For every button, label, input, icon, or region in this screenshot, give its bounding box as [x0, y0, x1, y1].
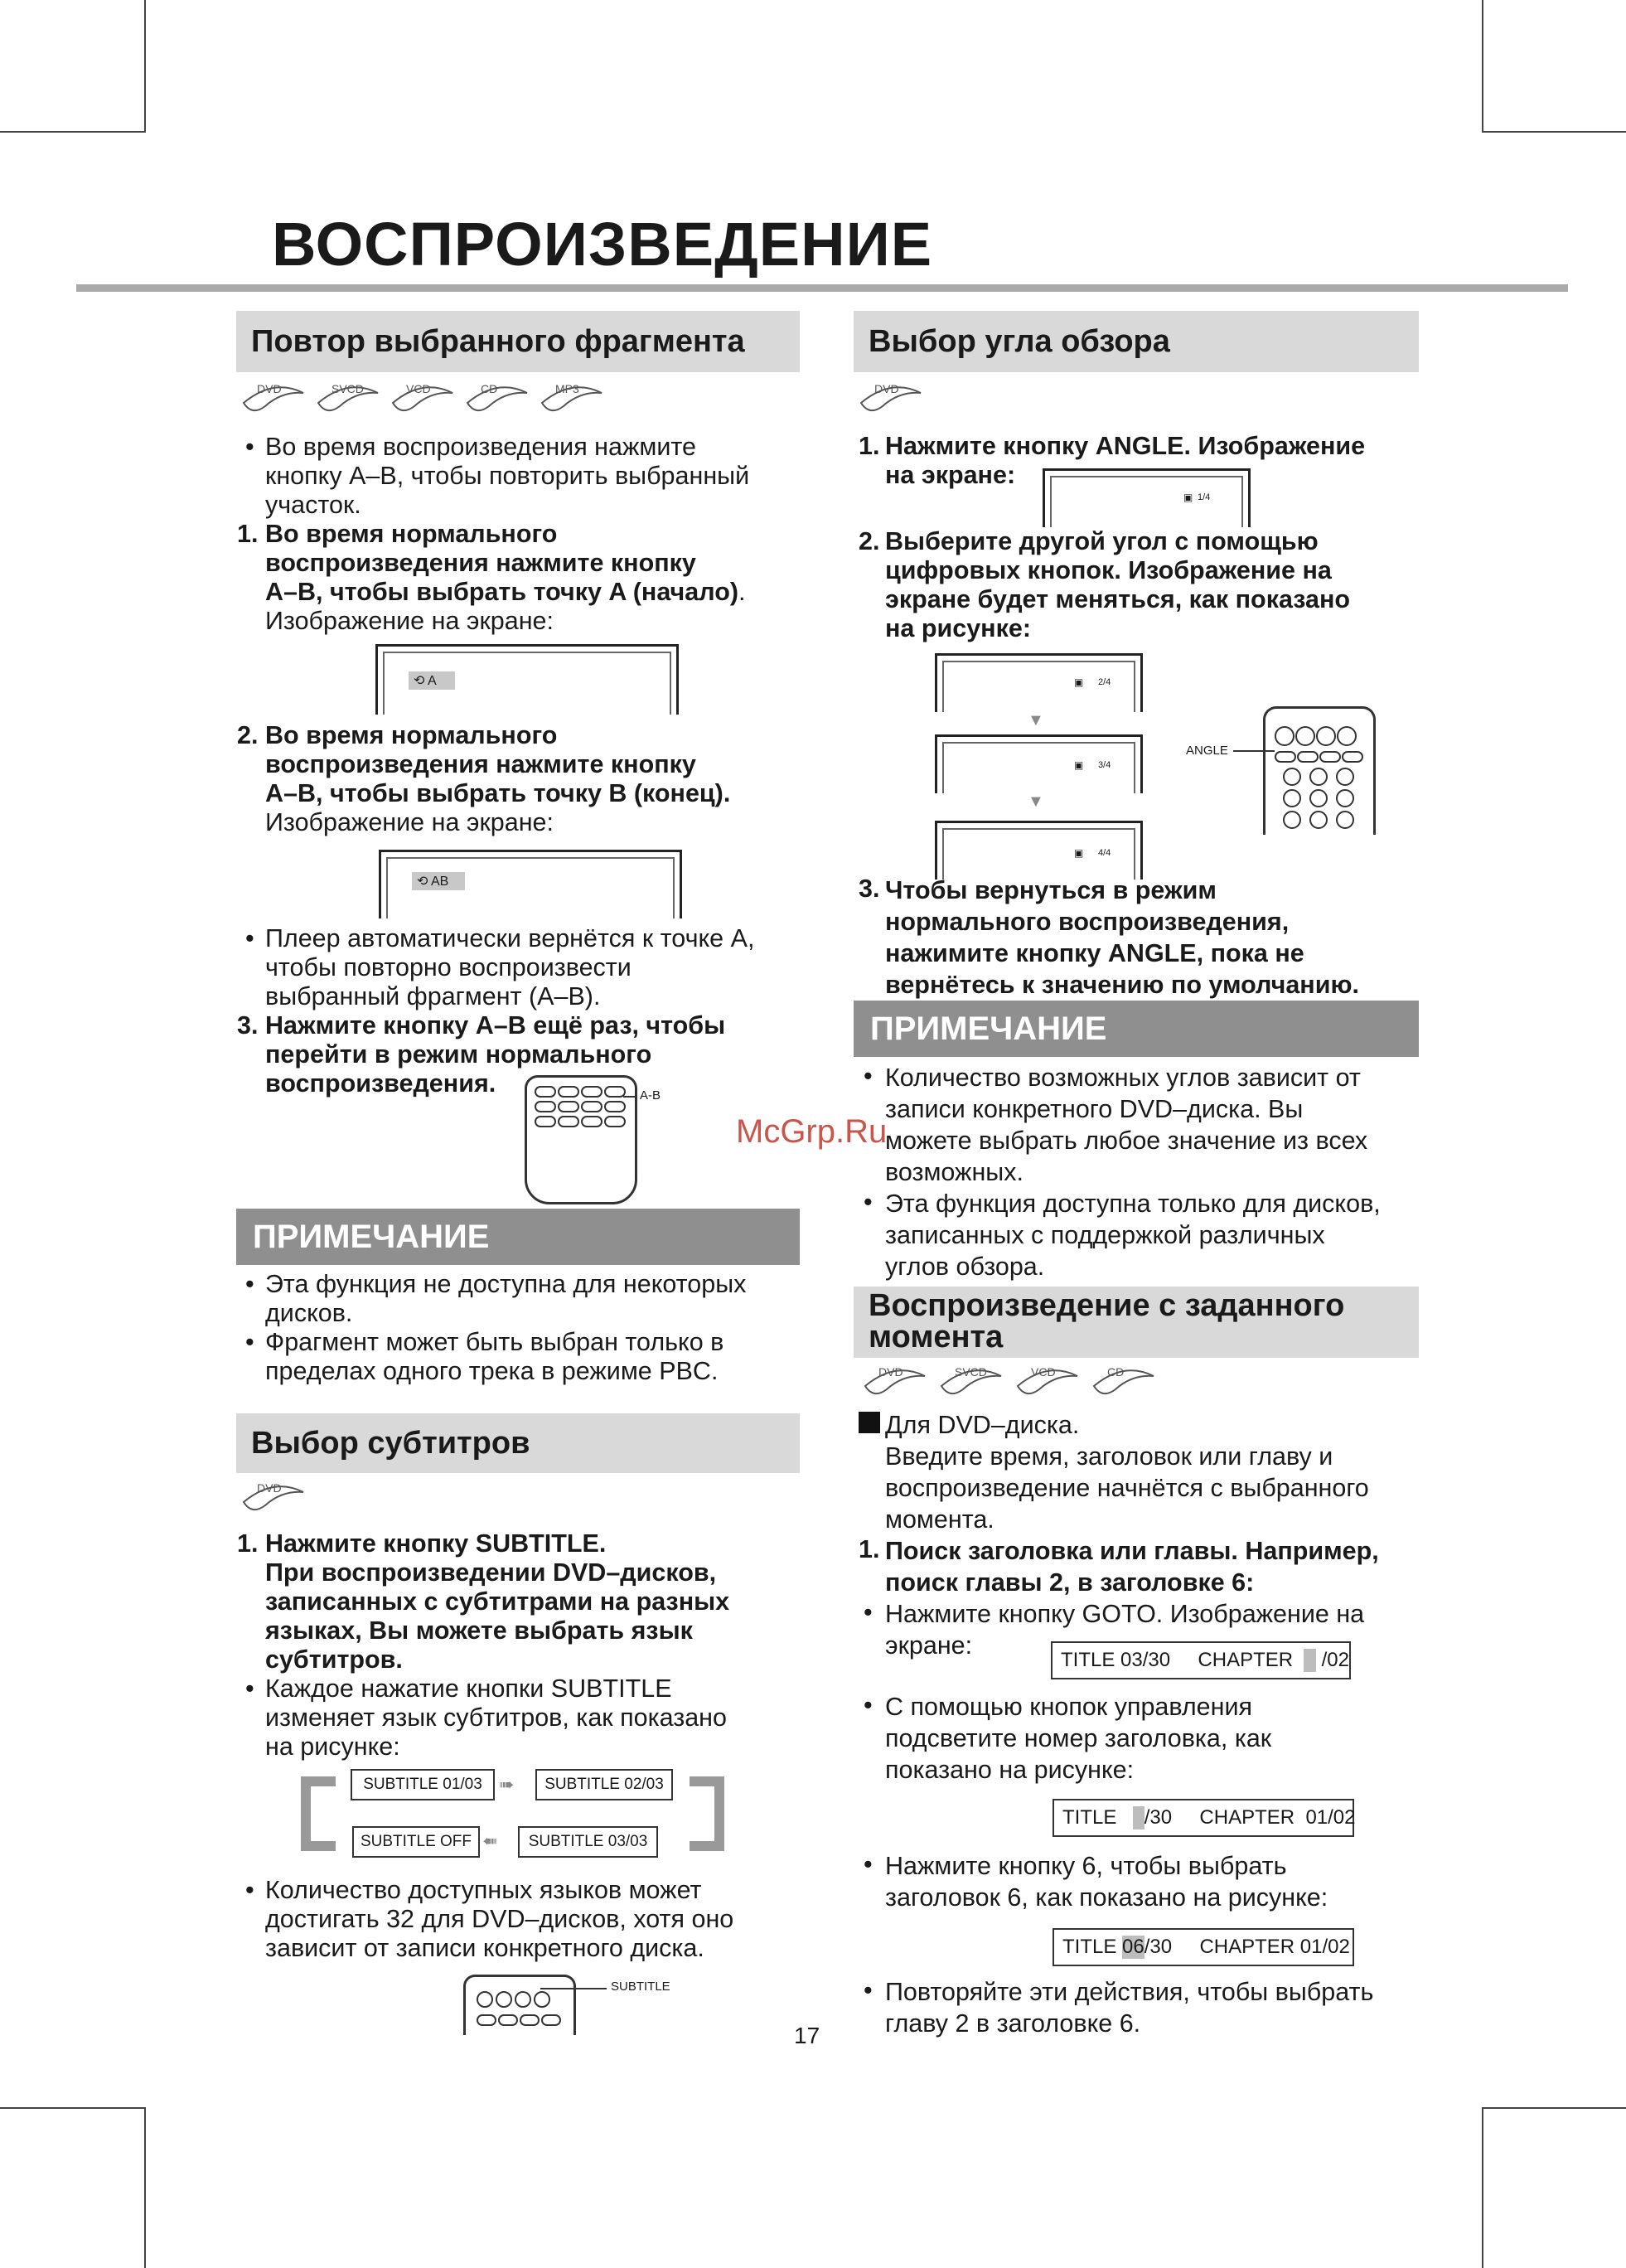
osd-chapter: CHAPTER 01/02 [1199, 1936, 1350, 1958]
note2-heading [854, 1001, 1419, 1057]
bullet: • [864, 1976, 873, 2004]
angle-icon: ▣ [1074, 676, 1084, 688]
osd-highlight [1304, 1649, 1316, 1672]
disc-badge-svcd: SVCD [315, 383, 381, 421]
arrow-down-icon: ▼ [1028, 792, 1044, 811]
note1-item-1: Эта функция не доступна для некоторых дисков. [265, 1270, 747, 1327]
callout-line [540, 1988, 607, 1989]
bullet: • [245, 924, 254, 952]
osd-goto-1 [1051, 1641, 1351, 1679]
subtitle-seq-02: SUBTITLE 02/03 [535, 1769, 673, 1800]
osd-highlight: 06 [1122, 1936, 1144, 1958]
arrow-down-icon: ▼ [1028, 711, 1044, 729]
angle-badges [858, 383, 924, 421]
remote-button [604, 1116, 626, 1127]
remote-button [581, 1101, 602, 1112]
osd-chapter: CHAPTER [1198, 1649, 1294, 1671]
angle-step3: Чтобы вернуться в режим нормального воспроизведения, нажимите кнопку ANGLE, пока не вернётесь к значению по умолчанию. [885, 876, 1359, 999]
crop-mark [1482, 2107, 1483, 2268]
disc-badge-dvd: DVD [862, 1366, 928, 1404]
remote-button [535, 1101, 556, 1112]
remote-button [1275, 726, 1295, 746]
repeat-heading-text: Повтор выбранного фрагмента [251, 323, 745, 359]
goto-heading [854, 1287, 1419, 1358]
note2-item-2: Эта функция доступна только для дисков, записанных с поддержкой различных углов обзора. [885, 1190, 1381, 1281]
bullet: • [864, 1850, 873, 1878]
crop-mark [1482, 2107, 1626, 2109]
angle-heading [854, 311, 1419, 372]
step-number: 2. [237, 721, 259, 749]
repeat-auto: Плеер автоматически вернётся к точке A, чтобы повторно воспроизвести выбранный фрагмент (A–B). [265, 924, 755, 1010]
bullet: • [245, 433, 254, 461]
step-number: 1. [237, 520, 259, 548]
osd-screen-angle-3 [935, 734, 1143, 793]
note2-item-1: Количество возможных углов зависит от записи конкретного DVD–диска. Вы можете выбрать любое значение из всех возможных. [885, 1064, 1368, 1186]
step-number: 1. [859, 1535, 880, 1563]
remote-button [581, 1086, 602, 1098]
angle-icon: ▣ [1074, 847, 1084, 859]
square-bullet-icon [859, 1412, 880, 1433]
cycle-bracket-left [301, 1776, 336, 1851]
title-rule [76, 284, 1568, 292]
subtitle-badges [240, 1482, 307, 1520]
bullet: • [245, 1270, 254, 1298]
subtitle-count-text: Количество доступных языков может достигать 32 для DVD–дисков, хотя оно зависит от записи конкретного диска. [265, 1876, 734, 1962]
remote-button [558, 1116, 579, 1127]
osd-angle-4: 4/4 [1098, 848, 1111, 858]
remote-button [1319, 751, 1341, 763]
remote-button [558, 1101, 579, 1112]
repeat-step1: Во время нормального воспроизведения нажмите кнопку A–B, чтобы выбрать точку A (начало). Изображение на экране: [265, 520, 746, 635]
goto-press6-text: Нажмите кнопку 6, чтобы выбрать заголовок 6, как показано на рисунке: [885, 1852, 1328, 1912]
osd-angle-3: 3/4 [1098, 760, 1111, 770]
goto-for-dvd: Для DVD–диска. Введите время, заголовок или главу и воспроизведение начнётся с выбранного момента. [885, 1411, 1369, 1534]
remote-button [1283, 768, 1301, 786]
crop-mark [144, 2107, 146, 2268]
repeat-step2: Во время нормального воспроизведения нажмите кнопку A–B, чтобы выбрать точку B (конец). Изображение на экране: [265, 721, 731, 836]
remote-button [1342, 751, 1363, 763]
crop-mark [144, 0, 146, 133]
goto-highlight-text: С помощью кнопок управления подсветите номер заголовка, как показано на рисунке: [885, 1693, 1272, 1784]
osd-goto-3 [1053, 1928, 1354, 1966]
disc-badge-svcd: SVCD [938, 1366, 1004, 1404]
osd-screen-angle-4 [935, 821, 1143, 880]
bullet: • [864, 1691, 873, 1719]
remote-button [1309, 789, 1328, 807]
remote-button [1283, 811, 1301, 829]
crop-mark [0, 2107, 146, 2109]
osd-angle-1: 1/4 [1198, 492, 1211, 502]
remote-label-angle: ANGLE [1186, 744, 1228, 758]
remote-button [1336, 768, 1354, 786]
remote-button [604, 1101, 626, 1112]
osd-repeat-ab: ⟲ AB [412, 872, 465, 890]
cycle-bracket-right [690, 1776, 724, 1851]
arrow-left-icon: ➠ [482, 1830, 498, 1851]
subtitle-heading [236, 1413, 800, 1473]
step-number: 1. [237, 1529, 259, 1558]
osd-title: TITLE [1062, 1936, 1117, 1958]
remote-button [1337, 726, 1357, 746]
remote-button [1295, 726, 1315, 746]
subtitle-heading-text: Выбор субтитров [251, 1425, 530, 1461]
remote-button [1316, 726, 1336, 746]
note1-heading-text: ПРИМЕЧАНИЕ [253, 1218, 490, 1255]
remote-label-subtitle: SUBTITLE [611, 1980, 670, 1994]
repeat-heading [236, 311, 800, 372]
osd-chapter: CHAPTER 01/02 [1199, 1806, 1356, 1829]
remote-button [1309, 768, 1328, 786]
remote-button [520, 2014, 540, 2026]
bullet: • [245, 1328, 254, 1356]
remote-button [1275, 751, 1296, 763]
disc-badge-mp3: MP3 [539, 383, 605, 421]
remote-button [515, 1991, 531, 2008]
subtitle-seq-off: SUBTITLE OFF [352, 1826, 480, 1858]
remote-button [1336, 789, 1354, 807]
remote-button [535, 1116, 556, 1127]
angle-heading-text: Выбор угла обзора [869, 323, 1170, 359]
bullet: • [864, 1598, 873, 1626]
osd-angle-2: 2/4 [1098, 677, 1111, 687]
step-number: 2. [859, 527, 880, 555]
osd-title-total: /30 [1144, 1936, 1173, 1958]
remote-button [1336, 811, 1354, 829]
osd-goto-2 [1053, 1799, 1354, 1837]
repeat-step3: Нажмите кнопку A–B ещё раз, чтобы перейти в режим нормального воспроизведения. [265, 1011, 726, 1098]
remote-button [477, 2014, 496, 2026]
repeat-intro: Во время воспроизведения нажмите кнопку A–B, чтобы повторить выбранный участок. [265, 433, 750, 519]
remote-button [1309, 811, 1328, 829]
note2-heading-text: ПРИМЕЧАНИЕ [870, 1010, 1107, 1047]
crop-mark [1482, 131, 1626, 133]
remote-button [581, 1116, 602, 1127]
osd-repeat-a: ⟲ A [409, 671, 455, 690]
osd-screen-angle-1 [1043, 468, 1251, 527]
remote-label-ab: A-B [640, 1088, 661, 1102]
osd-title: TITLE 03/30 [1061, 1649, 1171, 1671]
step-number: 3. [237, 1011, 259, 1040]
disc-badge-cd: CD [464, 383, 530, 421]
disc-badge-dvd: DVD [858, 383, 924, 421]
remote-button [534, 1991, 550, 2008]
arrow-right-icon: ➠ [499, 1774, 515, 1795]
remote-button [1283, 789, 1301, 807]
page-title: ВОСПРОИЗВЕДЕНИЕ [272, 210, 933, 279]
osd-title-total: /30 [1144, 1806, 1173, 1829]
osd-screen-angle-2 [935, 653, 1143, 712]
remote-button [496, 1991, 512, 2008]
goto-step1: Поиск заголовка или главы. Например, поиск главы 2, в заголовке 6: [885, 1537, 1379, 1597]
callout-line [623, 1096, 636, 1098]
disc-badge-vcd: VCD [1014, 1366, 1081, 1404]
remote-button [558, 1086, 579, 1098]
disc-badge-cd: CD [1091, 1366, 1157, 1404]
angle-icon: ▣ [1183, 492, 1193, 503]
bullet: • [864, 1062, 873, 1090]
disc-badge-vcd: VCD [390, 383, 456, 421]
page-number: 17 [794, 2023, 820, 2048]
remote-button [498, 2014, 518, 2026]
crop-mark [0, 131, 146, 133]
bullet: • [245, 1674, 254, 1703]
remote-button [535, 1086, 556, 1098]
callout-line [1233, 750, 1275, 752]
crop-mark [1482, 0, 1483, 133]
goto-heading-line: момента [869, 1320, 1004, 1354]
note1-item-2: Фрагмент может быть выбран только в пределах одного трека в режиме PBC. [265, 1328, 724, 1385]
bullet: • [245, 1876, 254, 1904]
osd-title: TITLE [1062, 1806, 1117, 1829]
goto-repeat-text: Повторяйте эти действия, чтобы выбрать главу 2 в заголовке 6. [885, 1978, 1374, 2038]
disc-badge-dvd: DVD [240, 1482, 307, 1520]
remote-button [1297, 751, 1319, 763]
subtitle-step1: Нажмите кнопку SUBTITLE. При воспроизведении DVD–дисков, записанных с субтитрами на разных языках, Вы можете выбрать язык субтитров. [265, 1529, 730, 1674]
subtitle-seq-03: SUBTITLE 03/03 [518, 1826, 658, 1858]
watermark: McGrp.Ru [736, 1113, 888, 1150]
osd-chapter-total: /02 [1321, 1649, 1349, 1671]
angle-icon: ▣ [1074, 759, 1084, 771]
step-number: 3. [859, 875, 880, 903]
bullet: • [864, 1188, 873, 1216]
disc-badge-dvd: DVD [240, 383, 307, 421]
remote-button [541, 2014, 561, 2026]
angle-step2: Выберите другой угол с помощью цифровых кнопок. Изображение на экране будет меняться, как показано на рисунке: [885, 527, 1351, 642]
note1-heading [236, 1209, 800, 1265]
subtitle-seq-01: SUBTITLE 01/03 [351, 1769, 495, 1800]
repeat-badges [240, 383, 605, 421]
goto-badges [862, 1366, 1157, 1404]
remote-button [477, 1991, 493, 2008]
goto-heading-line: Воспроизведение с заданного [869, 1288, 1345, 1323]
subtitle-cycle-text: Каждое нажатие кнопки SUBTITLE изменяет язык субтитров, как показано на рисунке: [265, 1674, 727, 1761]
step-number: 1. [859, 432, 880, 460]
goto-press-text: Нажмите кнопку GOTO. Изображение на экране: [885, 1600, 1365, 1660]
angle-step1: Нажмите кнопку ANGLE. Изображение на экране: [885, 432, 1366, 489]
osd-highlight [1133, 1806, 1144, 1829]
